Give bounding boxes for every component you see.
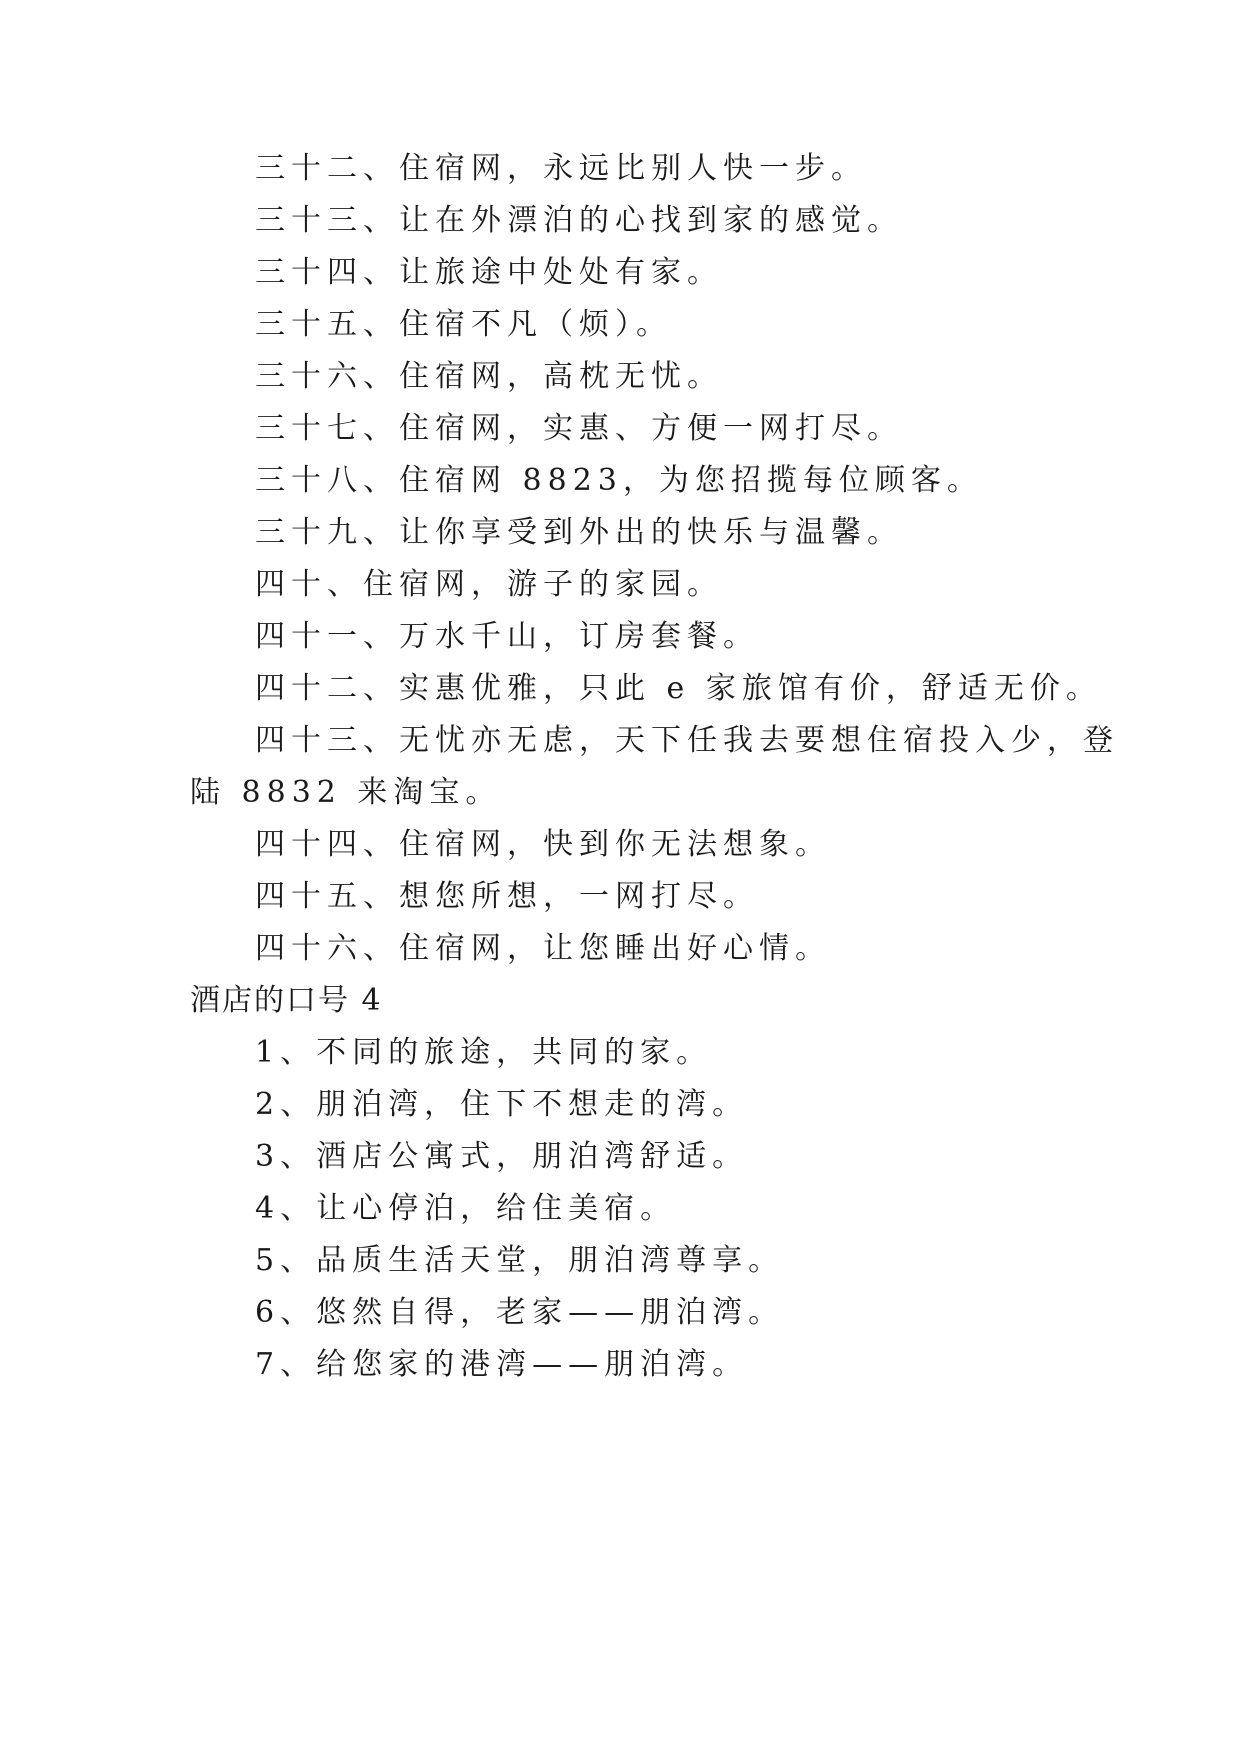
slogan-line: 2、朋泊湾，住下不想走的湾。 — [255, 1087, 749, 1122]
slogan-line: 四十二、实惠优雅，只此 e 家旅馆有价，舒适无价。 — [255, 671, 1102, 706]
slogan-line: 四十三、无忧亦无虑，天下任我去要想住宿投入少，登 — [255, 723, 1119, 758]
section-heading: 酒店的口号 4 — [190, 983, 383, 1018]
slogan-line: 四十一、万水千山，订房套餐。 — [255, 619, 759, 654]
slogan-line: 四十、住宿网，游子的家园。 — [255, 567, 723, 602]
slogan-line: 三十五、住宿不凡（烦）。 — [255, 307, 672, 342]
slogan-line: 7、给您家的港湾——朋泊湾。 — [255, 1347, 749, 1382]
slogan-line: 三十七、住宿网，实惠、方便一网打尽。 — [255, 411, 903, 446]
slogan-line: 三十六、住宿网，高枕无忧。 — [255, 359, 723, 394]
slogan-line: 四十六、住宿网，让您睡出好心情。 — [255, 931, 831, 966]
slogan-line: 3、酒店公寓式，朋泊湾舒适。 — [255, 1139, 749, 1174]
slogan-line: 四十四、住宿网，快到你无法想象。 — [255, 827, 831, 862]
slogan-line-continuation: 陆 8832 来淘宝。 — [190, 775, 502, 810]
slogan-line: 四十五、想您所想，一网打尽。 — [255, 879, 759, 914]
slogan-line: 1、不同的旅途，共同的家。 — [255, 1035, 713, 1070]
slogan-line: 三十八、住宿网 8823，为您招揽每位顾客。 — [255, 463, 983, 498]
slogan-line: 6、悠然自得，老家——朋泊湾。 — [255, 1295, 785, 1330]
slogan-line: 4、让心停泊，给住美宿。 — [255, 1191, 677, 1226]
slogan-line: 三十九、让你享受到外出的快乐与温馨。 — [255, 515, 903, 550]
slogan-line: 三十四、让旅途中处处有家。 — [255, 255, 723, 290]
slogan-line: 5、品质生活天堂，朋泊湾尊享。 — [255, 1243, 785, 1278]
slogan-line: 三十三、让在外漂泊的心找到家的感觉。 — [255, 203, 903, 238]
slogan-line: 三十二、住宿网，永远比别人快一步。 — [255, 151, 867, 186]
